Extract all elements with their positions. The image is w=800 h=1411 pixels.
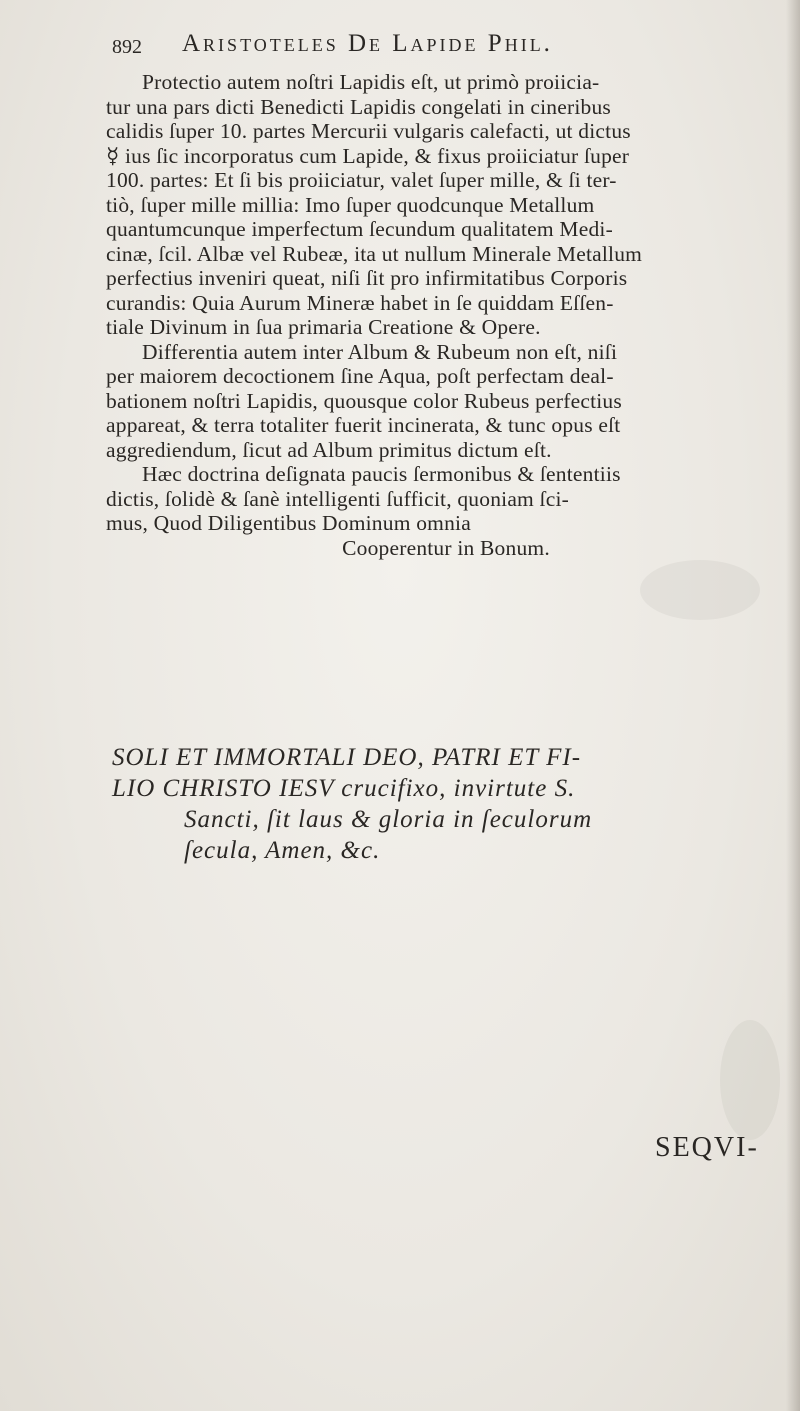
text-line: aggrediendum, ſicut ad Album primitus dictum eſt. <box>106 437 552 462</box>
catchword: SEQVI- <box>655 1132 759 1163</box>
text-line: mus, Quod Diligentibus Dominum omnia <box>106 511 471 535</box>
text-line: tur una pars dicti Benedicti Lapidis congelati in cineribus <box>106 94 611 119</box>
text-line: curandis: Quia Aurum Mineræ habet in ſe quiddam Eſſen- <box>106 290 614 315</box>
running-head: Aristoteles De Lapide Phil. <box>182 30 553 57</box>
text-line: per maiorem decoctionem ſine Aqua, poſt perfectam deal- <box>106 364 614 388</box>
text-line: calidis ſuper 10. partes Mercurii vulgaris calefacti, ut dictus <box>106 119 631 143</box>
text-line: quantumcunque imperfectum ſecundum qualitatem Medi- <box>106 217 613 241</box>
text-line: bationem noſtri Lapidis, quousque color Rubeus perfectius <box>106 388 622 413</box>
text-line: Protectio autem noſtri Lapidis eſt, ut primò proiicia- <box>142 70 600 94</box>
closing-line: ſecula, Amen, &c. <box>184 837 381 864</box>
text-line: ☿ ius ſic incorporatus cum Lapide, & fixus proiiciatur ſuper <box>106 143 630 168</box>
body-text <box>106 70 786 560</box>
text-line: Differentia autem inter Album & Rubeum non eſt, niſi <box>142 339 618 364</box>
page-header <box>112 30 780 66</box>
text-line: appareat, & terra totaliter fuerit incinerata, & tunc opus eſt <box>106 413 621 437</box>
text-line: Hæc doctrina deſignata paucis ſermonibus & ſententiis <box>142 462 621 486</box>
paper-stain <box>640 560 760 620</box>
closing-line: Sancti, ſit laus & gloria in ſeculorum <box>184 806 593 833</box>
text-line: perfectius inveniri queat, niſi ſit pro infirmitatibus Corporis <box>106 266 628 290</box>
text-line: tiò, ſuper mille millia: Imo ſuper quodcunque Metallum <box>106 192 595 217</box>
page-number: 892 <box>112 36 142 58</box>
closing-doxology <box>112 742 772 866</box>
page-edge-shadow <box>786 0 800 1411</box>
text-line: 100. partes: Et ſi bis proiiciatur, valet ſuper mille, & ſi ter- <box>106 168 617 192</box>
text-line: dictis, ſolidè & ſanè intelligenti ſufficit, quoniam ſci- <box>106 486 570 511</box>
closing-line: LIO CHRISTO IESV crucifixo, invirtute S. <box>112 775 576 802</box>
closing-line: SOLI ET IMMORTALI DEO, PATRI ET FI- <box>112 744 582 771</box>
paper-stain <box>720 1020 780 1140</box>
text-line: cinæ, ſcil. Albæ vel Rubeæ, ita ut nullum Minerale Metallum <box>106 241 643 266</box>
text-line: tiale Divinum in ſua primaria Creatione & Opere. <box>106 315 541 339</box>
text-line: Cooperentur in Bonum. <box>342 535 550 560</box>
